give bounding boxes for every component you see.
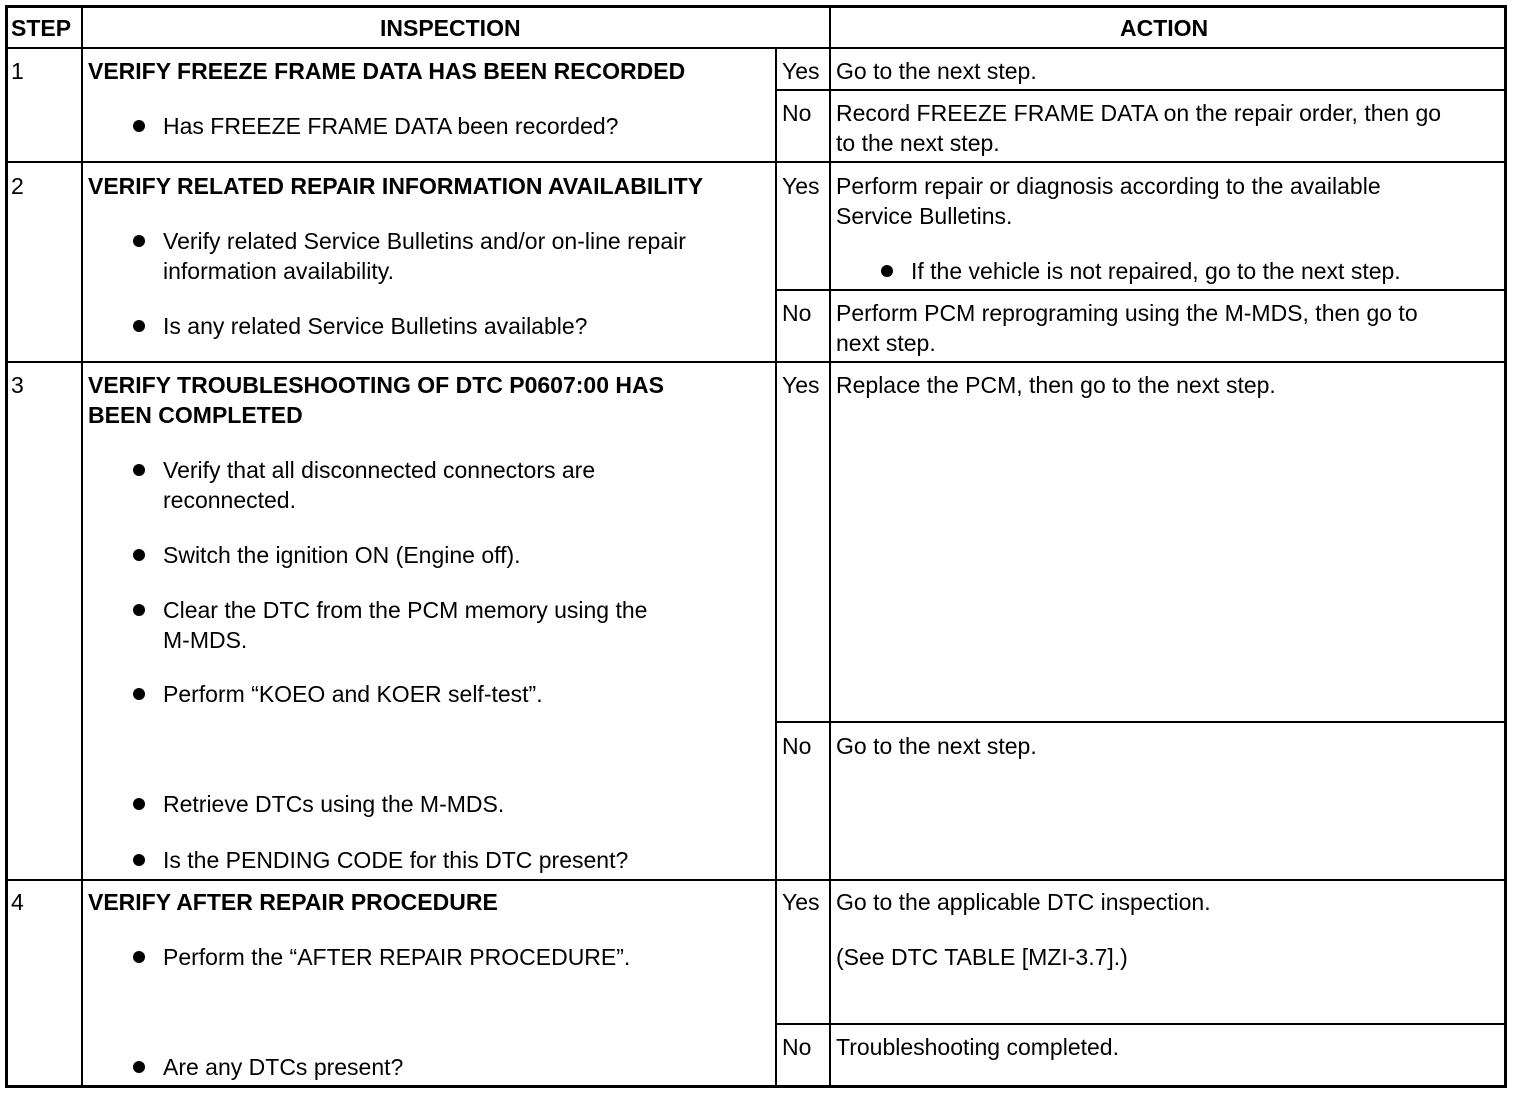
step-title: VERIFY AFTER REPAIR PROCEDURE [88, 889, 498, 915]
bullet-icon [133, 688, 145, 700]
header-inspection: INSPECTION [380, 15, 521, 41]
bullet-icon [881, 265, 893, 277]
bullet-icon [133, 1061, 145, 1073]
step-title: VERIFY RELATED REPAIR INFORMATION AVAILABILITY [88, 173, 704, 199]
yes-action: Go to the applicable DTC inspection. [836, 889, 1211, 915]
inspection-bullet-text: Clear the DTC from the PCM memory using the [163, 597, 648, 623]
inspection-bullet-text: Perform “KOEO and KOER self-test”. [163, 681, 543, 707]
yes-label: Yes [782, 372, 820, 398]
inspection-bullet-text: Is any related Service Bulletins available? [163, 313, 588, 339]
yes-label: Yes [782, 58, 820, 84]
step-title: BEEN COMPLETED [88, 402, 303, 428]
no-action: Troubleshooting completed. [836, 1034, 1119, 1060]
bullet-icon [133, 120, 145, 132]
step-number: 3 [11, 372, 24, 398]
yes-label: Yes [782, 173, 820, 199]
inspection-bullet-text: information availability. [163, 258, 394, 284]
column-divider [829, 8, 831, 1085]
step-number: 1 [11, 58, 24, 84]
bullet-icon [133, 951, 145, 963]
yes-action: Go to the next step. [836, 58, 1037, 84]
inspection-bullet-text: Perform the “AFTER REPAIR PROCEDURE”. [163, 944, 631, 970]
inspection-bullet-text: Switch the ignition ON (Engine off). [163, 542, 521, 568]
column-divider [775, 48, 777, 1085]
no-label: No [782, 733, 812, 759]
step-title: VERIFY TROUBLESHOOTING OF DTC P0607:00 HAS [88, 372, 664, 398]
inspection-bullet-text: Is the PENDING CODE for this DTC present? [163, 847, 629, 873]
inspection-bullet-text: reconnected. [163, 487, 296, 513]
inspection-bullet-text: M-MDS. [163, 627, 248, 653]
bullet-icon [133, 235, 145, 247]
no-action: Record FREEZE FRAME DATA on the repair order, then go [836, 100, 1442, 126]
yes-label: Yes [782, 889, 820, 915]
yes-action: Service Bulletins. [836, 203, 1013, 229]
inspection-bullet-text: Are any DTCs present? [163, 1054, 404, 1080]
yes-action-reference: (See DTC TABLE [MZI-3.7].) [836, 944, 1128, 970]
no-label: No [782, 100, 812, 126]
inspection-bullet-text: Verify that all disconnected connectors are [163, 457, 596, 483]
no-action: Perform PCM reprograming using the M-MDS, then go to [836, 300, 1418, 326]
step-number: 2 [11, 173, 24, 199]
bullet-icon [133, 604, 145, 616]
inspection-bullet-text: Has FREEZE FRAME DATA been recorded? [163, 113, 619, 139]
row-divider [776, 89, 1505, 91]
step-number: 4 [11, 889, 24, 915]
row-divider [8, 879, 1505, 881]
step-title: VERIFY FREEZE FRAME DATA HAS BEEN RECORDED [88, 58, 686, 84]
bullet-icon [133, 549, 145, 561]
row-divider [776, 289, 1505, 291]
row-divider [8, 47, 1505, 49]
bullet-icon [133, 798, 145, 810]
bullet-icon [133, 464, 145, 476]
header-step: STEP [11, 15, 72, 41]
column-divider [81, 8, 83, 1085]
yes-action-bullet: If the vehicle is not repaired, go to the next step. [911, 258, 1401, 284]
inspection-bullet-text: Verify related Service Bulletins and/or on-line repair [163, 228, 686, 254]
yes-action: Replace the PCM, then go to the next step. [836, 372, 1276, 398]
no-action: to the next step. [836, 130, 1000, 156]
no-label: No [782, 1034, 812, 1060]
row-divider [776, 721, 1505, 723]
no-action: next step. [836, 330, 936, 356]
row-divider [8, 161, 1505, 163]
inspection-bullet-text: Retrieve DTCs using the M-MDS. [163, 791, 505, 817]
row-divider [776, 1023, 1505, 1025]
bullet-icon [133, 854, 145, 866]
header-action: ACTION [1120, 15, 1209, 41]
no-action: Go to the next step. [836, 733, 1037, 759]
bullet-icon [133, 320, 145, 332]
row-divider [8, 361, 1505, 363]
no-label: No [782, 300, 812, 326]
yes-action: Perform repair or diagnosis according to the available [836, 173, 1381, 199]
